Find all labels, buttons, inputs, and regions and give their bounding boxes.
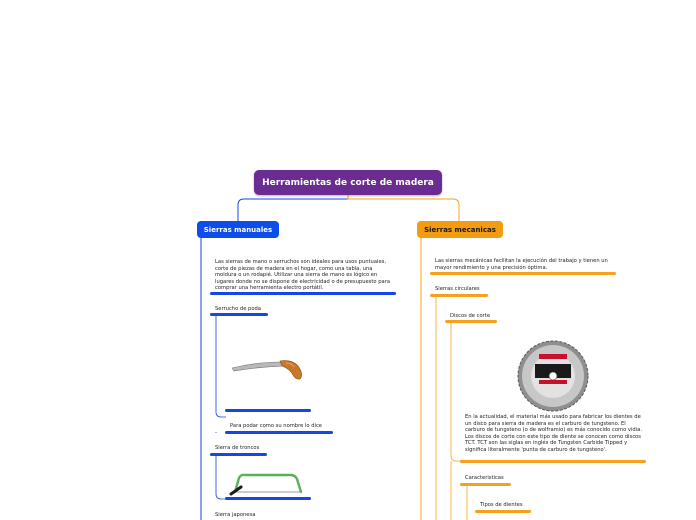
teeth-types-underline	[475, 510, 531, 513]
bow-saw-icon	[229, 472, 307, 496]
circular-saw-blade-icon	[517, 340, 589, 412]
manual-intro-underline	[210, 292, 396, 295]
features-label[interactable]: Caracteristicas	[465, 475, 504, 481]
pruning-saw-label[interactable]: Serrucho de poda	[215, 306, 261, 312]
mechanical-intro-underline	[430, 272, 616, 275]
pruning-note-underline	[225, 431, 333, 434]
cutting-discs-description-underline	[460, 460, 646, 463]
manual-intro-text[interactable]: Las sierras de mano o serruchos son ideales para usos puntuales, corte de piezas de madera en el hogar, como una tabla, una moldura o un rodapié. Utilizar una sierra de mano es lógico en lugares donde no se dispone de electricidad o de presupuesto para comprar una herramienta electro portátil.	[215, 259, 391, 292]
mechanical-intro-text[interactable]: Las sierras mecánicas facilitan la ejecución del trabajo y tienen un mayor rendimiento y una precisión óptima.	[435, 258, 608, 271]
pruning-note-text[interactable]: Para podar como su nombre lo dice	[230, 423, 323, 429]
branch-mechanical-saws[interactable]: Sierras mecanicas	[417, 221, 503, 238]
cutting-discs-label[interactable]: Discos de corte	[450, 313, 491, 319]
circular-saws-label[interactable]: Sierras circulares	[435, 286, 480, 292]
log-saw-image-underline	[225, 497, 311, 500]
cutting-discs-underline	[445, 320, 497, 323]
log-saw-label[interactable]: Sierra de troncos	[215, 445, 260, 451]
pruning-saw-underline	[210, 313, 268, 316]
features-underline	[460, 483, 511, 486]
cutting-discs-description[interactable]: En la actualidad, el material más usado para fabricar los dientes de un disco para sierra de madera es el carburo de tungsteno. El carburo de tungsteno (o de wolframio) es más conocido como vidia. Los discos de corte con este tipo de diente se conocen como discos TCT. TCT son las siglas en inglés de Tungsten Carbide Tipped y significa literalmente 'punta de carburo de tungsteno'.	[465, 414, 642, 453]
pruning-image-underline	[225, 409, 311, 412]
pruning-saw-icon	[230, 358, 306, 382]
circular-saws-underline	[430, 294, 488, 297]
teeth-types-label[interactable]: Tipos de dientes	[480, 502, 523, 508]
log-saw-underline	[210, 453, 267, 456]
branch-manual-saws[interactable]: Sierras manuales	[197, 221, 279, 238]
root-topic[interactable]: Herramientas de corte de madera	[254, 170, 442, 195]
japanese-saw-label[interactable]: Sierra japonesa	[215, 512, 256, 518]
